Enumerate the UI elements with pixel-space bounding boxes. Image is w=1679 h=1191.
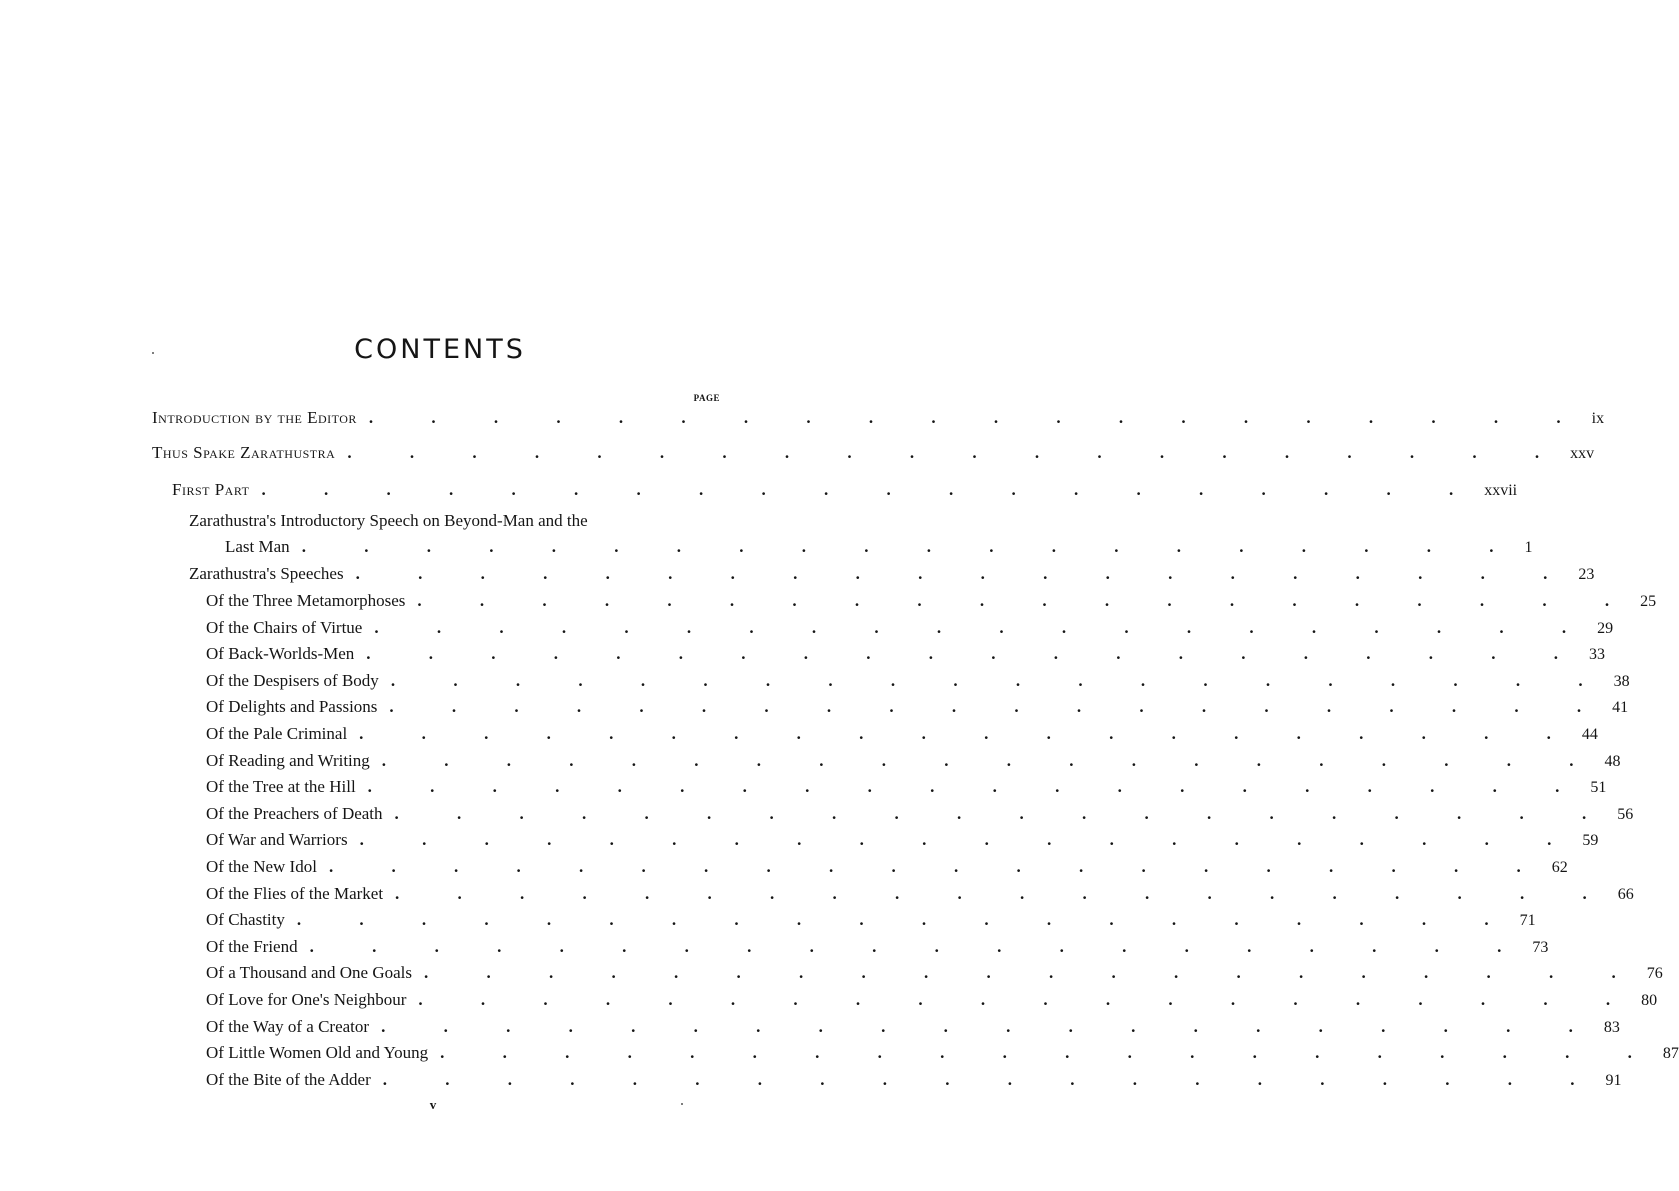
toc-entry-page: ix [1591, 410, 1605, 427]
toc-entry[interactable] [206, 856, 1568, 878]
toc-entry-label: Thus Spake Zarathustra [152, 443, 336, 462]
dot-leader: . . . . . . . . . . . . . . . . . . . . [359, 724, 1578, 743]
toc-entry-thus-spake[interactable] [152, 442, 1595, 464]
toc-entry-label: Of Delights and Passions [206, 697, 378, 716]
dot-leader: . . . . . . . . . . . . . . . . . . . . [368, 408, 1588, 427]
toc-entry[interactable] [206, 643, 1606, 665]
dot-leader: . . . . . . . . . . . . . . . . . . . . [395, 884, 1614, 903]
toc-entry[interactable] [206, 670, 1630, 692]
toc-entry-label: Of Love for One's Neighbour [206, 990, 407, 1009]
toc-entry-first-part[interactable] [172, 479, 1518, 501]
toc-entry-label: Of Reading and Writing [206, 751, 370, 770]
toc-entry[interactable] [206, 803, 1634, 825]
toc-entry[interactable] [206, 750, 1621, 772]
dot-leader: . . . . . . . . . . . . . . . . . . . . [418, 990, 1638, 1009]
toc-entry[interactable] [206, 1042, 1679, 1064]
dot-leader: . . . . . . . . . . . . . . . . . . . . [389, 697, 1609, 716]
toc-entry-label: Of the Way of a Creator [206, 1017, 370, 1036]
dot-leader: . . . . . . . . . . . . . . . . . . . . [381, 751, 1601, 770]
toc-entry-page: 25 [1640, 593, 1657, 610]
toc-entry-page: 44 [1581, 726, 1598, 743]
toc-entry-page: 66 [1617, 886, 1634, 903]
toc-entry-page: 41 [1612, 699, 1629, 716]
dot-leader: . . . . . . . . . . . . . . . . . . . . [359, 830, 1579, 849]
toc-entry-label: Of Back-Worlds-Men [206, 644, 355, 663]
toc-entry-label: Of the Despisers of Body [206, 671, 379, 690]
toc-entry-label: Of the New Idol [206, 857, 317, 876]
toc-entry-label: Of a Thousand and One Goals [206, 963, 413, 982]
toc-entry-label: Of the Tree at the Hill [206, 777, 356, 796]
page-title: CONTENTS [354, 334, 526, 365]
dot-leader: . . . . . . . . . . . . . . . . . . . . [394, 804, 1614, 823]
toc-entry-page: 23 [1578, 566, 1595, 583]
dot-leader: . . . . . . . . . . . . . . . . . . . . [440, 1043, 1659, 1062]
toc-entry-label: First Part [172, 480, 250, 499]
toc-entry[interactable] [206, 1016, 1620, 1038]
toc-entry-page: 59 [1582, 832, 1599, 849]
toc-entry-label: Of the Preachers of Death [206, 804, 383, 823]
dot-leader: . . . . . . . . . . . . . . . . . . . . [417, 591, 1637, 610]
dot-leader: . . . . . . . . . . . . . . . . . . . . [355, 564, 1575, 583]
toc-entry-page: 83 [1603, 1019, 1620, 1036]
toc-entry-speeches[interactable] [189, 563, 1595, 585]
toc-entry-page: 76 [1646, 965, 1663, 982]
toc-entry-page: 62 [1551, 859, 1568, 876]
toc-entry-label: Of Chastity [206, 910, 285, 929]
toc-entry[interactable] [206, 883, 1634, 905]
toc-entry[interactable] [206, 829, 1599, 851]
toc-entry-page: 87 [1662, 1045, 1679, 1062]
toc-entry-page: 33 [1589, 646, 1606, 663]
toc-entry-page: 91 [1605, 1072, 1622, 1089]
dot-leader: . . . . . . . . . . . . . . . . . . . . [374, 618, 1594, 637]
paper-speck [681, 1103, 683, 1105]
dot-leader: . . . . . . . . . . . . . . . . . . . . [367, 777, 1587, 796]
toc-entry-label: Of the Pale Criminal [206, 724, 348, 743]
dot-leader: . . . . . . . . . . . . . . . . . . . . [347, 443, 1567, 462]
toc-entry-label: Of the Bite of the Adder [206, 1070, 371, 1089]
toc-entry-label: Of War and Warriors [206, 830, 348, 849]
toc-entry-page: xxv [1570, 445, 1595, 462]
toc-entry-label: Of the Three Metamorphoses [206, 591, 406, 610]
toc-entry-label: Of the Friend [206, 937, 298, 956]
toc-entry[interactable] [206, 723, 1598, 745]
folio-number: v [429, 1097, 437, 1112]
dot-leader: . . . . . . . . . . . . . . . . . . . . [328, 857, 1548, 876]
page-column-header: PAGE [693, 393, 720, 403]
toc-entry-page: 38 [1613, 673, 1630, 690]
toc-entry-page: 51 [1590, 779, 1607, 796]
toc-entry[interactable] [206, 989, 1658, 1011]
toc-entry-page: 80 [1641, 992, 1658, 1009]
toc-entry-label: Last Man [225, 537, 290, 556]
toc-entry[interactable] [206, 590, 1657, 612]
toc-entry-intro-speech-line1[interactable]: Zarathustra's Introductory Speech on Beyond-Man and the [189, 511, 588, 530]
toc-entry-label: Zarathustra's Speeches [189, 564, 344, 583]
toc-entry-page: 56 [1617, 806, 1634, 823]
toc-entry-label: Of the Flies of the Market [206, 884, 384, 903]
toc-entry-page: 1 [1524, 539, 1533, 556]
toc-entry-label: Of Little Women Old and Young [206, 1043, 429, 1062]
dot-leader: . . . . . . . . . . . . . . . . . . . . [390, 671, 1610, 690]
dot-leader: . . . . . . . . . . . . . . . . . . . . [301, 537, 1521, 556]
toc-entry-page: 29 [1597, 620, 1614, 637]
toc-entry[interactable] [206, 936, 1549, 958]
dot-leader: . . . . . . . . . . . . . . . . . . . . [261, 480, 1481, 499]
dot-leader: . . . . . . . . . . . . . . . . . . . . [381, 1017, 1600, 1036]
dot-leader: . . . . . . . . . . . . . . . . . . . . [296, 910, 1516, 929]
toc-entry[interactable] [206, 776, 1607, 798]
toc-entry-label: Of the Chairs of Virtue [206, 618, 363, 637]
toc-entry-page: 48 [1604, 753, 1621, 770]
toc-entry[interactable] [206, 696, 1629, 718]
toc-entry-page: 71 [1519, 912, 1536, 929]
toc-entry-introduction[interactable] [152, 407, 1605, 429]
toc-entry-intro-speech[interactable] [225, 536, 1533, 558]
toc-entry-page: 73 [1532, 939, 1549, 956]
toc-entry[interactable] [206, 617, 1614, 639]
dot-leader: . . . . . . . . . . . . . . . . . . . . [309, 937, 1529, 956]
dot-leader: . . . . . . . . . . . . . . . . . . . . [366, 644, 1586, 663]
toc-entry[interactable] [206, 962, 1663, 984]
toc-entry[interactable] [206, 909, 1536, 931]
toc-entry-label: Introduction by the Editor [152, 408, 357, 427]
toc-entry[interactable] [206, 1069, 1622, 1091]
paper-speck [152, 352, 154, 354]
dot-leader: . . . . . . . . . . . . . . . . . . . . [382, 1070, 1602, 1089]
dot-leader: . . . . . . . . . . . . . . . . . . . . [424, 963, 1643, 982]
toc-entry-page: xxvii [1484, 482, 1518, 499]
